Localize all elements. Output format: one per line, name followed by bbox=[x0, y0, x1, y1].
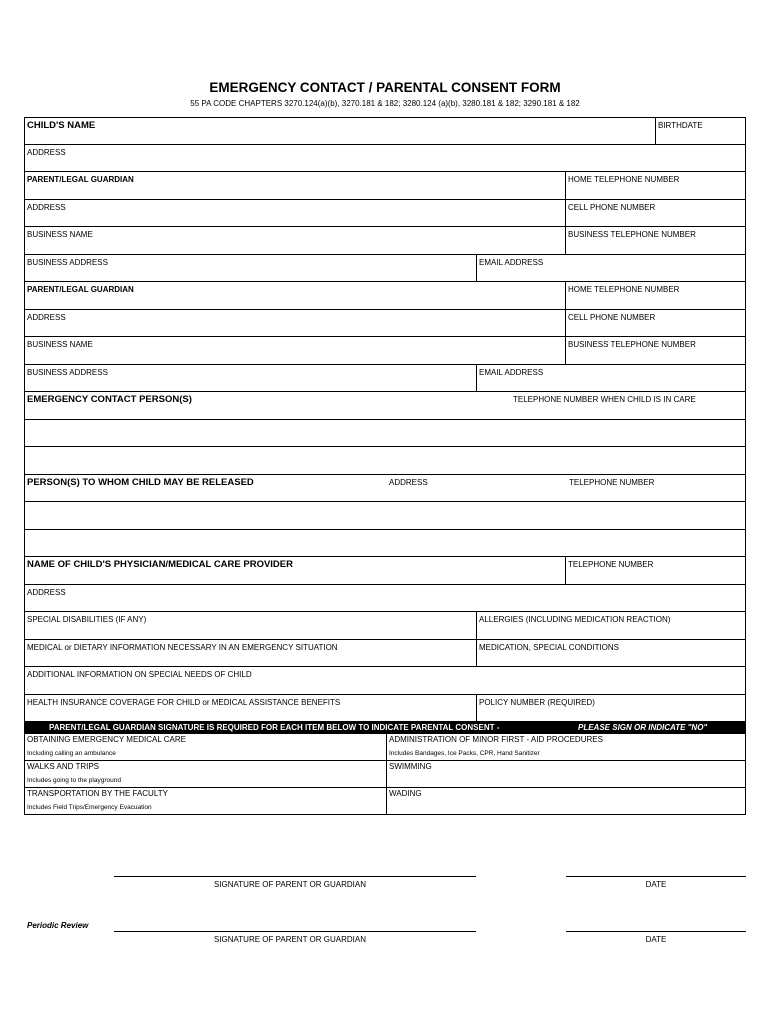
policy-number-field[interactable]: POLICY NUMBER (REQUIRED) bbox=[476, 695, 745, 721]
guardian1-business-name-field[interactable]: BUSINESS NAME bbox=[27, 230, 93, 239]
guardian2-home-phone-field[interactable]: HOME TELEPHONE NUMBER bbox=[565, 282, 745, 309]
consent-row-1 bbox=[24, 734, 746, 761]
guardian1-name-field[interactable]: PARENT/LEGAL GUARDIAN bbox=[27, 175, 134, 184]
guardian1-address-field[interactable]: ADDRESS bbox=[27, 203, 66, 212]
signature-label-1: SIGNATURE OF PARENT OR GUARDIAN bbox=[213, 880, 366, 889]
guardian2-email-field[interactable]: EMAIL ADDRESS bbox=[476, 365, 745, 391]
form-subtitle: 55 PA CODE CHAPTERS 3270.124(a)(b), 3270.181 & 182; 3280.124 (a)(b), 3280.181 & 182; 3290.181 & 182 bbox=[190, 99, 580, 108]
consent-emergency-care[interactable]: OBTAINING EMERGENCY MEDICAL CARE Including calling an ambulance bbox=[27, 735, 186, 757]
guardian1-business-address-field[interactable]: BUSINESS ADDRESS bbox=[27, 258, 108, 267]
additional-info-row bbox=[24, 667, 746, 695]
release-phone-label: TELEPHONE NUMBER bbox=[569, 478, 655, 487]
release-label: PERSON(S) TO WHOM CHILD MAY BE RELEASED bbox=[27, 477, 254, 488]
emergency-contact-label: EMERGENCY CONTACT PERSON(S) bbox=[27, 394, 192, 405]
release-address-label: ADDRESS bbox=[389, 478, 428, 487]
guardian1-business-row bbox=[24, 227, 746, 255]
dietary-field[interactable]: MEDICAL or DIETARY INFORMATION NECESSARY IN AN EMERGENCY SITUATION bbox=[27, 643, 338, 652]
disabilities-field[interactable]: SPECIAL DISABILITIES (IF ANY) bbox=[27, 615, 147, 624]
birthdate-field[interactable]: BIRTHDATE bbox=[655, 118, 745, 144]
disabilities-row bbox=[24, 612, 746, 640]
physician-name-field[interactable]: NAME OF CHILD'S PHYSICIAN/MEDICAL CARE PROVIDER bbox=[27, 559, 293, 570]
physician-address-row bbox=[24, 585, 746, 612]
signature-line-2[interactable] bbox=[114, 931, 476, 932]
guardian1-home-phone-field[interactable]: HOME TELEPHONE NUMBER bbox=[565, 172, 745, 199]
child-name-field[interactable]: CHILD'S NAME bbox=[27, 120, 96, 131]
guardian2-business-phone-field[interactable]: BUSINESS TELEPHONE NUMBER bbox=[565, 337, 745, 364]
guardian2-cell-phone-field[interactable]: CELL PHONE NUMBER bbox=[565, 310, 745, 336]
emergency-phone-label: TELEPHONE NUMBER WHEN CHILD IS IN CARE bbox=[513, 395, 696, 404]
consent-wading[interactable]: WADING bbox=[386, 788, 745, 814]
guardian2-business-row bbox=[24, 337, 746, 365]
consent-walks-trips[interactable]: WALKS AND TRIPS Includes going to the playground bbox=[27, 762, 121, 784]
signature-line-1[interactable] bbox=[114, 876, 476, 877]
periodic-review-label: Periodic Review bbox=[27, 921, 89, 930]
guardian2-business-address-row bbox=[24, 365, 746, 392]
consent-transportation[interactable]: TRANSPORTATION BY THE FACULTY Includes Field Trips/Emergency Evacuation bbox=[27, 789, 168, 811]
release-header-row bbox=[24, 475, 746, 502]
release-person-line-2[interactable] bbox=[24, 530, 746, 557]
consent-banner-instruction: PLEASE SIGN OR INDICATE "NO" bbox=[578, 723, 708, 732]
date-label-2: DATE bbox=[645, 935, 667, 944]
consent-swimming[interactable]: SWIMMING bbox=[386, 761, 745, 787]
consent-row-3 bbox=[24, 788, 746, 815]
allergies-field[interactable]: ALLERGIES (INCLUDING MEDICATION REACTION) bbox=[476, 612, 745, 639]
date-line-1[interactable] bbox=[566, 876, 746, 877]
date-label-1: DATE bbox=[645, 880, 667, 889]
date-line-2[interactable] bbox=[566, 931, 746, 932]
child-name-row bbox=[24, 117, 746, 145]
guardian1-address-row bbox=[24, 200, 746, 227]
signature-label-2: SIGNATURE OF PARENT OR GUARDIAN bbox=[213, 935, 366, 944]
guardian2-address-field[interactable]: ADDRESS bbox=[27, 313, 66, 322]
emergency-contact-line-1[interactable] bbox=[24, 420, 746, 447]
physician-phone-field[interactable]: TELEPHONE NUMBER bbox=[565, 557, 745, 584]
guardian2-business-name-field[interactable]: BUSINESS NAME bbox=[27, 340, 93, 349]
physician-address-field[interactable]: ADDRESS bbox=[27, 588, 66, 597]
guardian2-row bbox=[24, 282, 746, 310]
release-person-line-1[interactable] bbox=[24, 502, 746, 530]
insurance-row bbox=[24, 695, 746, 722]
physician-row bbox=[24, 557, 746, 585]
form-title: EMERGENCY CONTACT / PARENTAL CONSENT FORM bbox=[209, 80, 561, 95]
guardian1-row bbox=[24, 172, 746, 200]
emergency-contact-line-2[interactable] bbox=[24, 447, 746, 475]
guardian1-business-address-row bbox=[24, 255, 746, 282]
guardian1-email-field[interactable]: EMAIL ADDRESS bbox=[476, 255, 745, 281]
emergency-header-row bbox=[24, 392, 746, 420]
form-grid bbox=[24, 117, 746, 815]
child-address-field[interactable]: ADDRESS bbox=[27, 148, 66, 157]
child-address-row bbox=[24, 145, 746, 172]
guardian1-cell-phone-field[interactable]: CELL PHONE NUMBER bbox=[565, 200, 745, 226]
insurance-field[interactable]: HEALTH INSURANCE COVERAGE FOR CHILD or MEDICAL ASSISTANCE BENEFITS bbox=[27, 698, 341, 707]
guardian2-address-row bbox=[24, 310, 746, 337]
consent-first-aid[interactable]: ADMINISTRATION OF MINOR FIRST - AID PROCEDURES Includes Bandages, Ice Packs, CPR, Hand Sanitizer bbox=[386, 734, 745, 760]
guardian2-business-address-field[interactable]: BUSINESS ADDRESS bbox=[27, 368, 108, 377]
consent-banner bbox=[24, 722, 746, 734]
consent-row-2 bbox=[24, 761, 746, 788]
dietary-row bbox=[24, 640, 746, 667]
consent-banner-text: PARENT/LEGAL GUARDIAN SIGNATURE IS REQUIRED FOR EACH ITEM BELOW TO INDICATE PARENTAL CONSENT - bbox=[49, 723, 500, 732]
additional-info-field[interactable]: ADDITIONAL INFORMATION ON SPECIAL NEEDS OF CHILD bbox=[27, 670, 252, 679]
medication-field[interactable]: MEDICATION, SPECIAL CONDITIONS bbox=[476, 640, 745, 666]
guardian1-business-phone-field[interactable]: BUSINESS TELEPHONE NUMBER bbox=[565, 227, 745, 254]
guardian2-name-field[interactable]: PARENT/LEGAL GUARDIAN bbox=[27, 285, 134, 294]
